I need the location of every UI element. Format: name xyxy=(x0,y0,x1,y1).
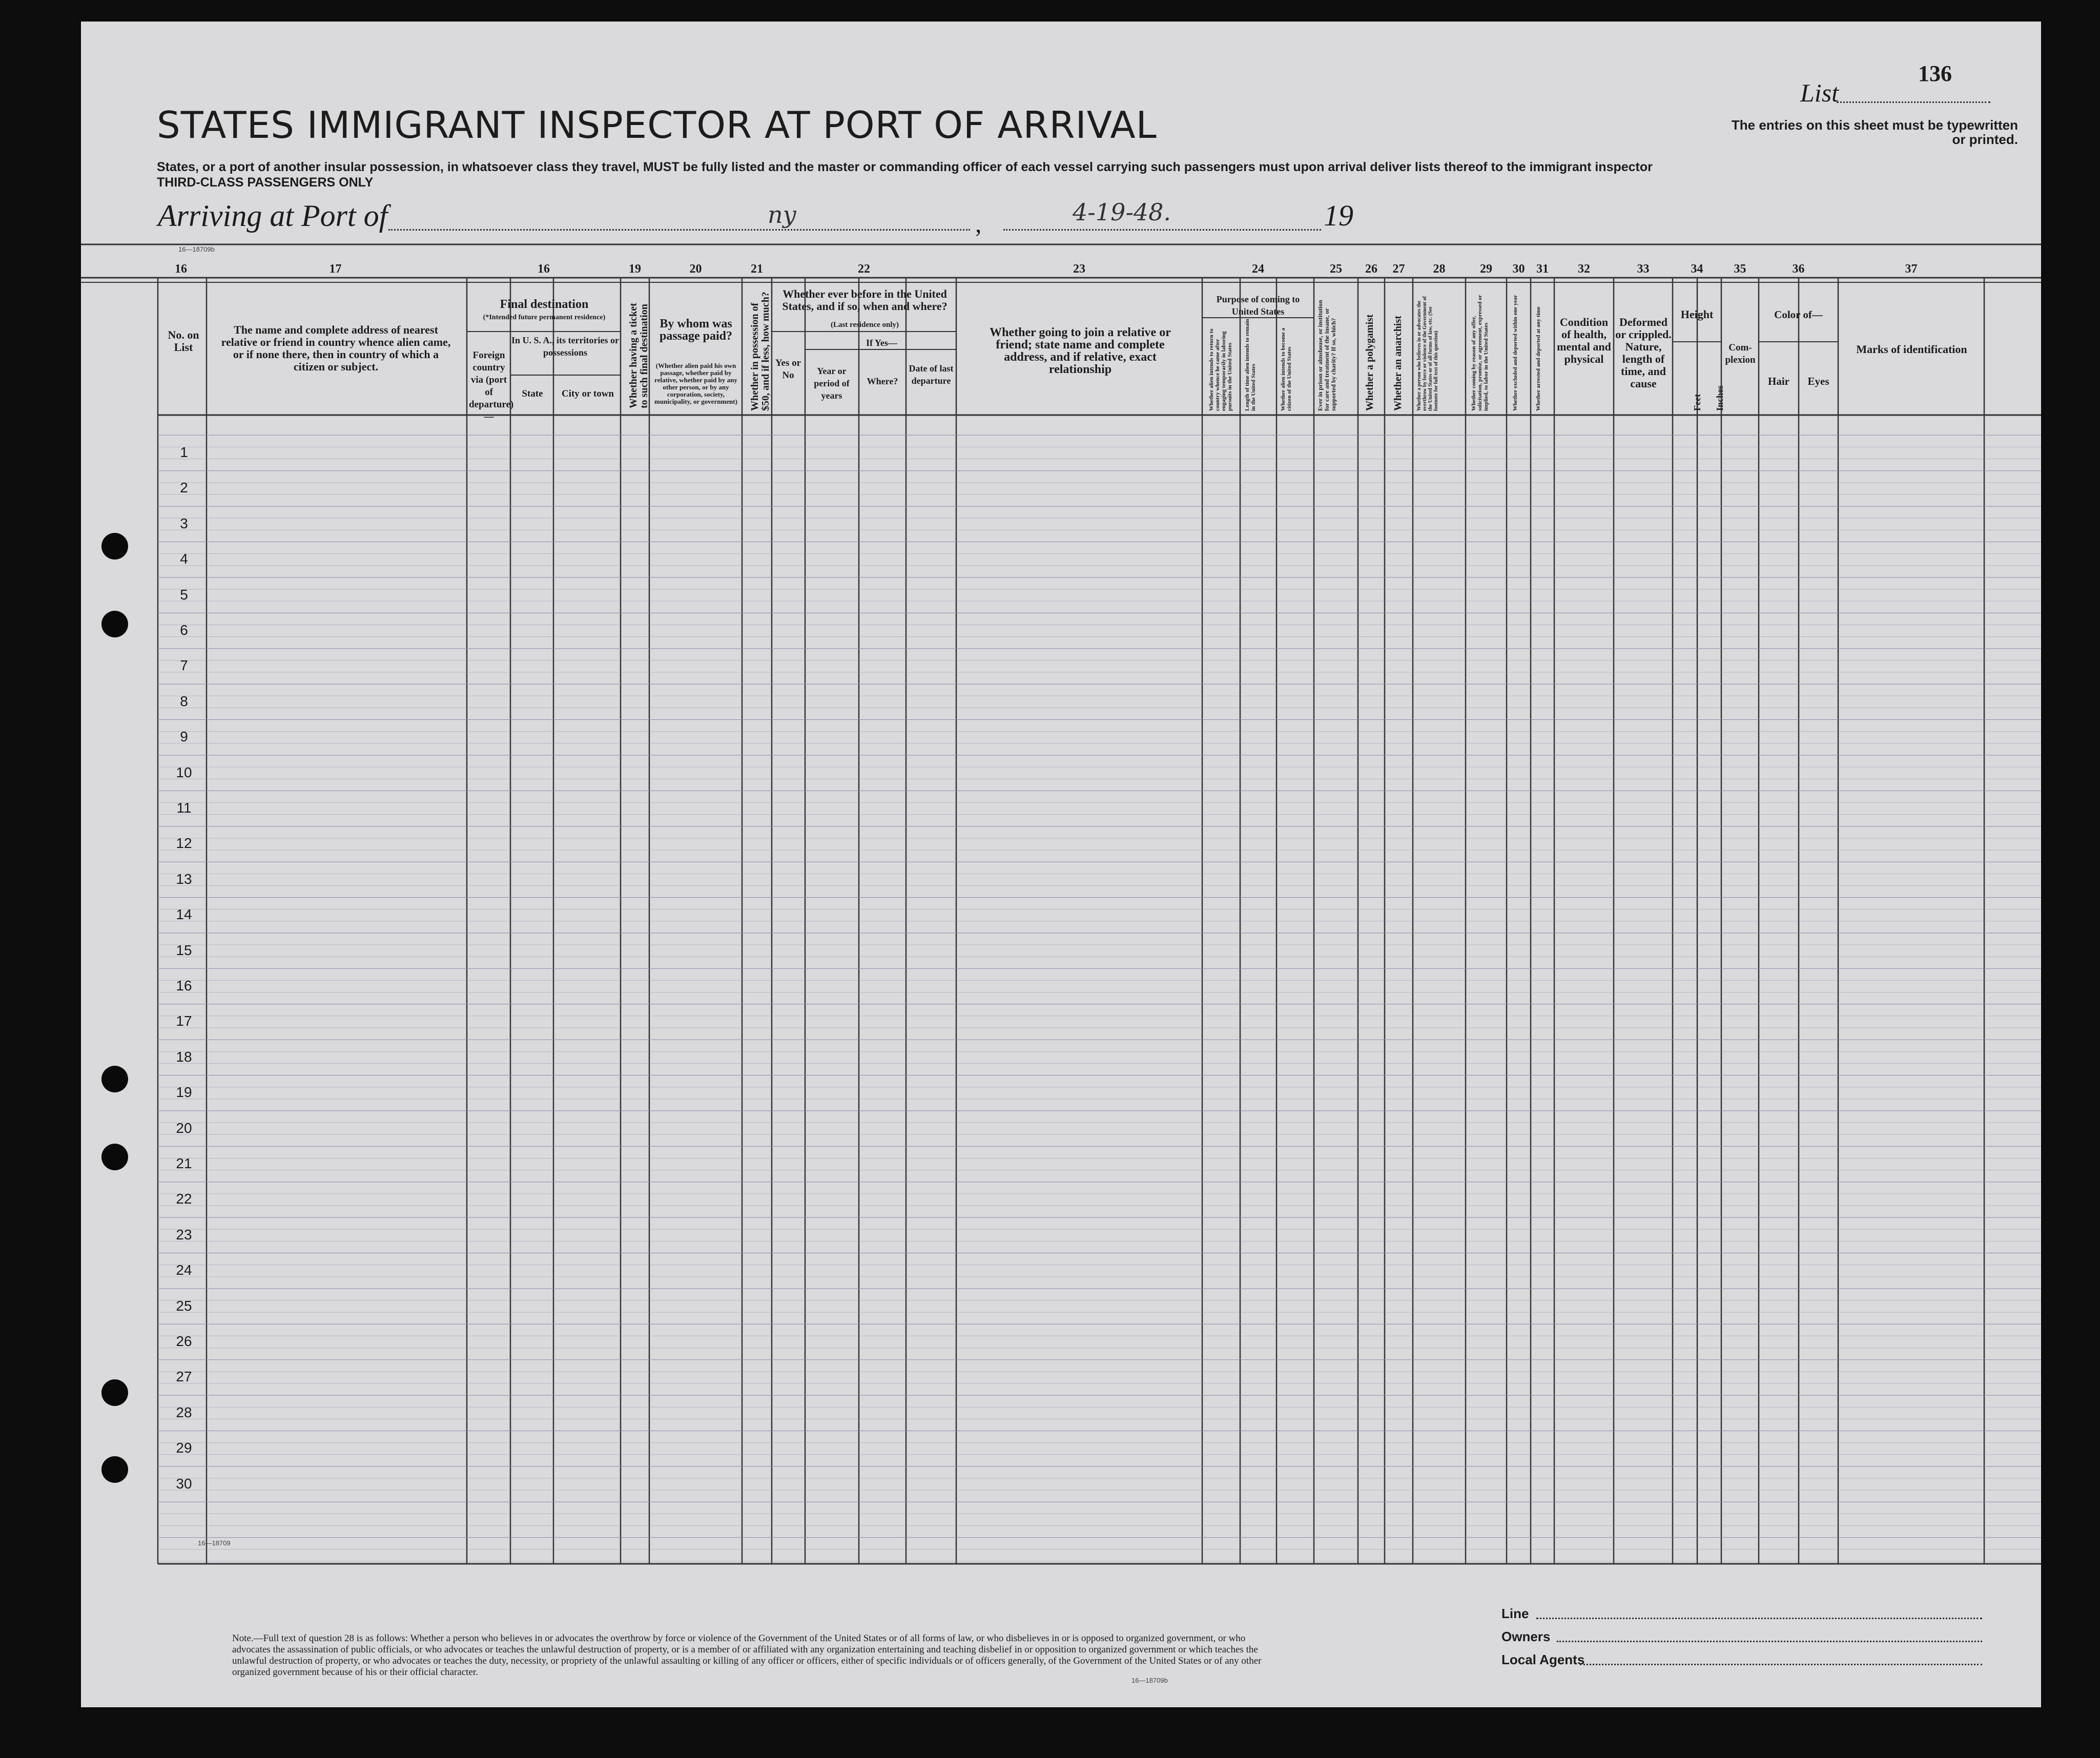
punch-hole xyxy=(101,1066,128,1092)
row-number: 30 xyxy=(176,1475,192,1492)
col-number: 23 xyxy=(1073,262,1085,276)
year-prefix: 19 xyxy=(1324,199,1353,232)
row-number: 5 xyxy=(180,586,188,603)
row-number: 1 xyxy=(180,444,188,460)
row-number: 20 xyxy=(176,1120,192,1136)
foreign-country-header: Foreign country via (port of departure)— xyxy=(469,350,514,422)
row-number: 15 xyxy=(176,942,192,958)
note-code: 16—18709b xyxy=(1131,1677,1168,1684)
length-stay-header: Length of time alien intends to remain in the United States xyxy=(1244,319,1257,411)
list-label: List xyxy=(1800,78,1839,107)
row-number: 6 xyxy=(180,622,188,638)
row-number: 17 xyxy=(176,1013,192,1029)
list-number: 136 xyxy=(1918,61,1952,86)
arrested-header: Whether arrested and deported at any time xyxy=(1535,306,1541,411)
marks-header: Marks of identification xyxy=(1856,343,1967,356)
owners-label: Owners xyxy=(1501,1629,1551,1644)
eyes-header: Eyes xyxy=(1807,375,1829,387)
ever-before-note: (Last residence only) xyxy=(830,321,899,329)
no-on-list-header: No. on List xyxy=(168,328,199,354)
where-header: Where? xyxy=(867,376,898,386)
overthrow-header: Whether a person who believes in or advocates the overthrow by force or violence of the Government of the United States or of all forms of law, etc. (See footnote for full text of this question) xyxy=(1416,296,1439,411)
col-number: 21 xyxy=(751,262,763,276)
col-number: 16 xyxy=(175,262,187,276)
col-number: 24 xyxy=(1252,262,1264,276)
row-number: 11 xyxy=(176,800,192,816)
form-subtitle: States, or a port of another insular possession, in whatsoever class they travel, MUST be fully listed and the master or commanding officer of each vessel carrying such passengers must upon arrival deliver lists thereof to the immigrant inspector xyxy=(157,160,1653,174)
row-number: 23 xyxy=(176,1226,192,1243)
row-number: 22 xyxy=(176,1191,192,1207)
polygamist-header: Whether a polygamist xyxy=(1364,314,1375,411)
col-number: 28 xyxy=(1433,262,1446,276)
row-number: 3 xyxy=(180,515,188,531)
col-number: 27 xyxy=(1392,262,1405,276)
row-number: 24 xyxy=(176,1262,192,1278)
line-field xyxy=(1536,1618,1982,1619)
date-handwritten: 4-19-48. xyxy=(1073,198,1171,226)
height-header: Height xyxy=(1680,308,1714,321)
year-period-header: Year or period of years xyxy=(814,366,850,401)
col-number: 17 xyxy=(329,262,342,276)
comma: , xyxy=(975,209,982,238)
col-number: 34 xyxy=(1691,262,1703,276)
city-header: City or town xyxy=(561,388,614,399)
row-number: 19 xyxy=(176,1084,192,1101)
row-number: 16 xyxy=(176,978,192,994)
col-number: 26 xyxy=(1365,262,1377,276)
hair-header: Hair xyxy=(1768,375,1789,387)
row-number: 10 xyxy=(176,764,192,780)
ever-before-header: Whether ever before in the United States, and if so, when and where? xyxy=(782,287,948,313)
row-number: 18 xyxy=(176,1048,192,1065)
col-number: 35 xyxy=(1734,262,1746,276)
agents-label: Local Agents xyxy=(1501,1652,1585,1667)
final-destination-note: (*Intended future permanent residence) xyxy=(483,314,606,321)
form-title: STATES IMMIGRANT INSPECTOR AT PORT OF ARRIVAL xyxy=(157,104,1157,147)
join-relative-header: Whether going to join a relative or friend; state name and complete address, and if relative, exact relationship xyxy=(990,326,1171,376)
col-number: 19 xyxy=(629,262,641,276)
health-header: Condition of health, mental and physical xyxy=(1557,316,1611,365)
row-number: 21 xyxy=(176,1155,192,1171)
yes-no-header: Yes or No xyxy=(775,358,801,381)
date-departure-header: Date of last departure xyxy=(909,363,954,386)
complexion-header: Com- plexion xyxy=(1725,342,1756,365)
punch-hole xyxy=(101,533,128,560)
col-number: 16 xyxy=(538,262,550,276)
row-number: 13 xyxy=(176,871,192,887)
col-number: 20 xyxy=(689,262,702,276)
relative-address-header: The name and complete address of nearest relative or friend in country whence alien came, or if none there, then in country of which a citizen or subject. xyxy=(221,323,451,373)
row-number: 28 xyxy=(176,1404,192,1420)
form-code-top: 16—18709b xyxy=(178,245,215,253)
agents-field xyxy=(1580,1664,1982,1665)
col-number: 37 xyxy=(1905,262,1918,276)
deformed-header: Deformed or crippled. Nature, length of time, and cause xyxy=(1615,316,1672,390)
fifty-dollars-header: Whether in possession of $50, and if less, how much? xyxy=(749,292,771,411)
labor-offer-header: Whether coming by reason of any offer, solicitation, promise, or agreement, expressed or implied, to labor in the United States xyxy=(1471,295,1489,411)
row-number: 2 xyxy=(180,480,188,496)
col-number: 29 xyxy=(1480,262,1492,276)
final-destination-header: Final destination xyxy=(500,298,589,311)
prison-header: Ever in prison or almshouse, or institution for care and treatment of the insane, or supported by charity? If so, which? xyxy=(1316,300,1337,411)
row-number: 14 xyxy=(176,906,192,923)
row-number: 9 xyxy=(180,729,188,745)
entries-note: The entries on this sheet must be typewritten or printed. xyxy=(1731,117,2018,147)
punch-hole xyxy=(101,1144,128,1170)
row-number: 12 xyxy=(176,835,192,852)
row-number: 29 xyxy=(176,1440,192,1456)
col-number: 30 xyxy=(1512,262,1525,276)
col-number: 22 xyxy=(858,262,870,276)
row-number: 7 xyxy=(180,657,188,674)
col-number: 36 xyxy=(1792,262,1805,276)
anarchist-header: Whether an anarchist xyxy=(1392,316,1404,411)
row-number: 27 xyxy=(176,1369,192,1385)
arriving-label: Arriving at Port of xyxy=(158,199,388,233)
col-number: 32 xyxy=(1578,262,1590,276)
form-class: THIRD-CLASS PASSENGERS ONLY xyxy=(157,175,374,190)
state-header: State xyxy=(522,388,543,399)
feet-header: Feet xyxy=(1692,394,1702,411)
excluded-header: Whether excluded and deported within one year xyxy=(1512,295,1518,411)
form-code-bottom: 16—18709 xyxy=(198,1539,231,1547)
owners-field xyxy=(1557,1641,1982,1642)
in-usa-header: In U. S. A., its territories or possessions xyxy=(511,335,619,358)
manifest-sheet xyxy=(81,22,2041,1707)
row-number: 26 xyxy=(176,1333,192,1349)
punch-hole xyxy=(101,611,128,637)
col-number: 25 xyxy=(1330,262,1342,276)
passage-paid-note: (Whether alien paid his own passage, whether paid by relative, whether paid by any other person, or by any corporation, society, municipality, or government) xyxy=(654,362,737,405)
ticket-header: Whether having a ticket to such final destination xyxy=(628,303,650,408)
punch-hole xyxy=(101,1379,128,1406)
purpose-header: Purpose of coming to United States xyxy=(1216,294,1300,317)
if-yes-header: If Yes— xyxy=(866,338,897,348)
citizen-intent-header: Whether alien intends to become a citizen of the United States xyxy=(1280,327,1292,411)
punch-hole xyxy=(101,1456,128,1483)
row-number: 4 xyxy=(180,551,188,567)
passage-paid-header: By whom was passage paid? xyxy=(659,317,733,343)
port-handwritten: ny xyxy=(768,201,796,229)
col-number: 33 xyxy=(1637,262,1650,276)
question-28-note: Note.—Full text of question 28 is as follows: Whether a person who believes in or advocates the overthrow by force or violence of the Government of the United States or of all forms of law, or who disbelieves in or is opposed to organized government, or who advocates the assassination of public officials, or who advocates or teaches the unlawful destruction of property, or is a member of or affiliated with any organization entertaining and teaching disbelief in or opposition to organized government or which teaches the unlawful destruction of property, or who advocates or teaches the duty, necessity, or propriety of the unlawful assaulting or killing of any officer or officers, either of specific individuals or of officers generally, of the Government of the United States or of any other organized government because of his or their official character. xyxy=(232,1633,1262,1678)
line-label: Line xyxy=(1501,1606,1529,1621)
row-number: 8 xyxy=(180,693,188,709)
return-intent-header: Whether alien intends to return to country whence he came after engaging temporarily in laboring pursuits in the United States xyxy=(1208,328,1233,411)
color-of-header: Color of— xyxy=(1774,308,1823,321)
col-number: 31 xyxy=(1536,262,1549,276)
inches-header: Inches xyxy=(1715,385,1725,411)
row-number: 25 xyxy=(176,1297,192,1314)
